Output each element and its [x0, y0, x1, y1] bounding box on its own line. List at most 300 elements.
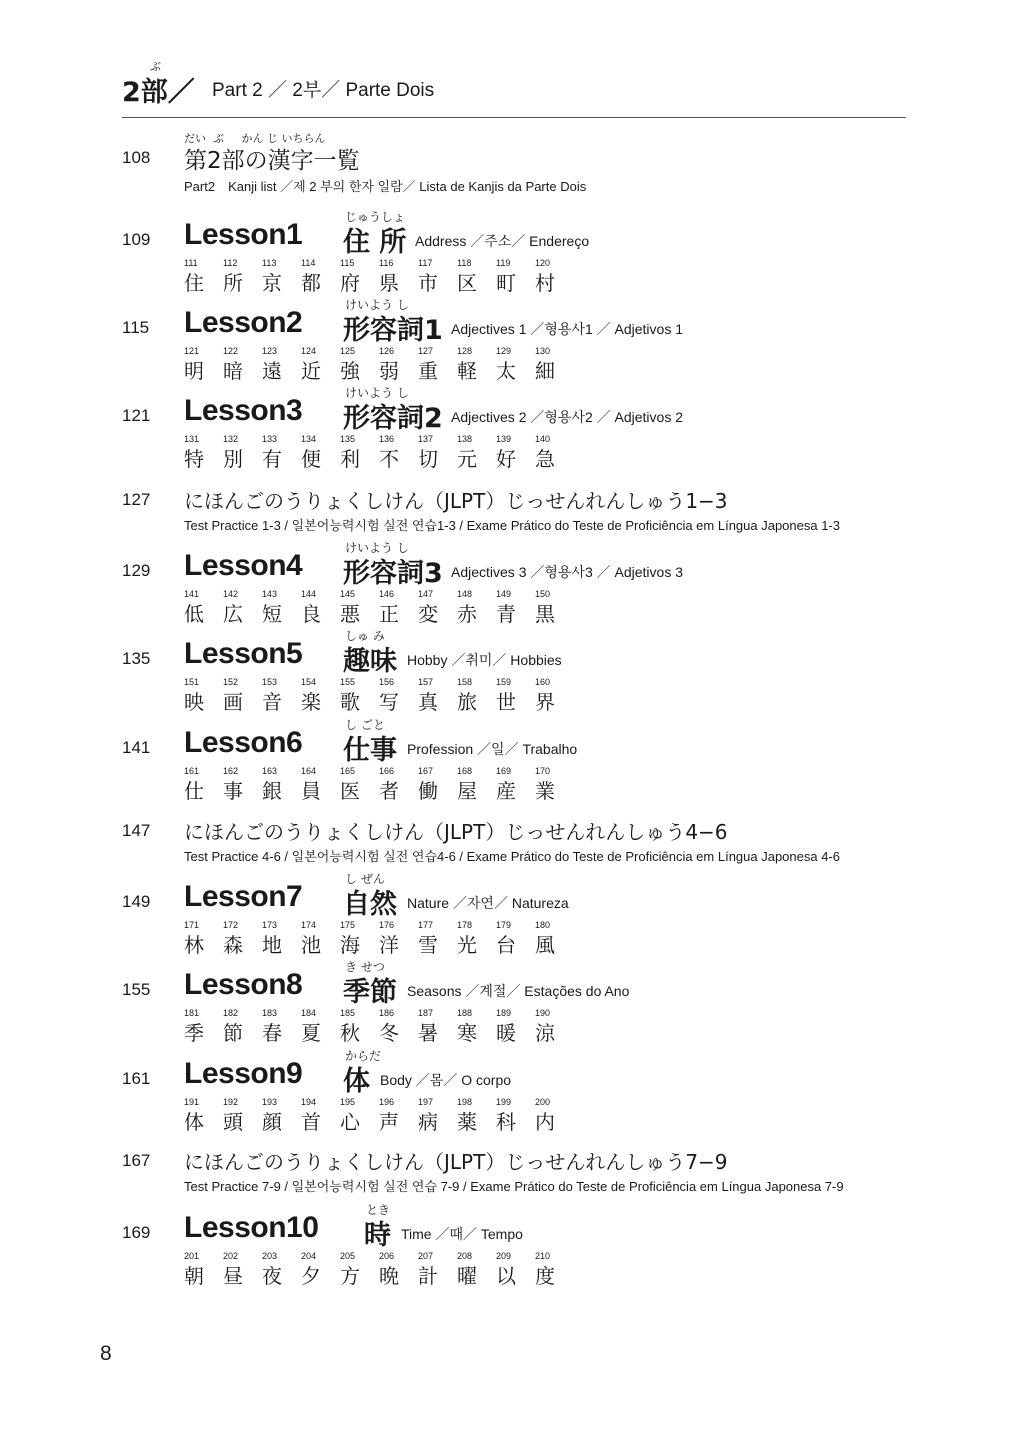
toc-entry-lesson: [0, 537, 1018, 626]
test-practice-title: にほんごのうりょくしけん（JLPT）じっせんれんしゅう4−6: [184, 820, 728, 844]
kanji-cell: [535, 766, 571, 806]
kanji-cell: [496, 589, 532, 629]
kanji-character: 以: [496, 1264, 516, 1288]
kanji-character: 村: [535, 271, 555, 295]
lesson-translation: Adjectives 3 ／형용사3 ／ Adjetivos 3: [451, 564, 683, 580]
kanji-row: [184, 589, 784, 629]
kanji-cell: [262, 258, 298, 298]
kanji-number: 182: [223, 1008, 239, 1018]
title-ruby: しゅ み: [345, 629, 385, 643]
kanji-number: 137: [418, 434, 434, 444]
page-header: [122, 58, 906, 120]
kanji-cell: [379, 766, 415, 806]
kanji-number: 154: [301, 677, 317, 687]
toc-entry-kanji-list: [0, 128, 1018, 194]
lesson-translation: Profession ／일／ Trabalho: [407, 741, 578, 757]
page-ref: 169: [122, 1223, 151, 1242]
kanji-number: 172: [223, 920, 239, 930]
lesson-translation: Nature ／자연／ Natureza: [407, 895, 569, 911]
kanji-cell: [340, 1251, 376, 1291]
kanji-cell: [496, 1097, 532, 1137]
title-ruby: じゅうしょ: [345, 210, 406, 224]
kanji-character: 真: [418, 690, 438, 714]
kanji-number: 178: [457, 920, 473, 930]
page-ref: 121: [122, 406, 151, 425]
kanji-cell: [379, 346, 415, 386]
kanji-number: 163: [262, 766, 278, 776]
kanji-cell: [418, 346, 454, 386]
kanji-cell: [340, 677, 376, 717]
toc-entry-lesson: [0, 1045, 1018, 1134]
lesson-translation: Adjectives 2 ／형용사2 ／ Adjetivos 2: [451, 409, 683, 425]
kanji-character: 昼: [223, 1264, 243, 1288]
kanji-cell: [418, 589, 454, 629]
kanji-number: 209: [496, 1251, 512, 1261]
kanji-cell: [418, 1008, 454, 1048]
kanji-cell: [223, 258, 259, 298]
kanji-cell: [496, 766, 532, 806]
kanji-cell: [535, 1097, 571, 1137]
kanji-character: 府: [340, 271, 360, 295]
kanji-character: 画: [223, 690, 243, 714]
kanji-cell: [184, 677, 220, 717]
lesson-label: Lesson4: [184, 549, 303, 582]
kanji-cell: [223, 1097, 259, 1137]
kanji-number: 122: [223, 346, 239, 356]
kanji-cell: [301, 920, 337, 960]
kanji-number: 139: [496, 434, 512, 444]
kanji-cell: [379, 677, 415, 717]
kanji-number: 175: [340, 920, 356, 930]
kanji-character: 音: [262, 690, 282, 714]
kanji-number: 151: [184, 677, 200, 687]
page-ref: 127: [122, 490, 151, 509]
kanji-character: 暖: [496, 1021, 516, 1045]
lesson-title: 自然: [343, 889, 397, 920]
kanji-character: 顔: [262, 1110, 282, 1134]
title-ruby: けいよう し: [345, 386, 409, 400]
header-ruby: ぶ: [150, 60, 161, 73]
page-ref: 108: [122, 148, 151, 167]
lesson-translation: Hobby ／취미／ Hobbies: [407, 652, 562, 668]
kanji-character: 員: [301, 779, 321, 803]
kanji-number: 120: [535, 258, 551, 268]
toc-entry-lesson: [0, 868, 1018, 957]
lesson-title: 季節: [343, 977, 397, 1008]
kanji-character: 明: [184, 359, 204, 383]
kanji-character: 重: [418, 359, 438, 383]
kanji-cell: [496, 920, 532, 960]
page-ref: 115: [122, 318, 150, 337]
kanji-number: 195: [340, 1097, 356, 1107]
kanji-number: 183: [262, 1008, 278, 1018]
page-ref: 167: [122, 1151, 151, 1170]
kanji-number: 204: [301, 1251, 317, 1261]
kanji-cell: [535, 1008, 571, 1048]
kanji-character: 遠: [262, 359, 282, 383]
kanji-number: 161: [184, 766, 200, 776]
kanji-character: 京: [262, 271, 282, 295]
kanji-cell: [496, 1008, 532, 1048]
page-ref: 129: [122, 561, 151, 580]
kanji-character: 映: [184, 690, 204, 714]
kanji-character: 世: [496, 690, 516, 714]
page-ref: 161: [122, 1069, 151, 1088]
kanji-character: 町: [496, 271, 516, 295]
kanji-character: 涼: [535, 1021, 555, 1045]
kanji-cell: [418, 258, 454, 298]
entry-title: 第2部の漢字一覧: [184, 148, 360, 174]
kanji-number: 177: [418, 920, 434, 930]
kanji-character: 所: [223, 271, 243, 295]
toc-entry-lesson: [0, 956, 1018, 1045]
kanji-character: 有: [262, 447, 282, 471]
kanji-cell: [301, 1008, 337, 1048]
kanji-number: 196: [379, 1097, 395, 1107]
kanji-number: 170: [535, 766, 551, 776]
lesson-label: Lesson1: [184, 218, 303, 251]
kanji-number: 189: [496, 1008, 512, 1018]
kanji-number: 171: [184, 920, 200, 930]
kanji-cell: [496, 677, 532, 717]
kanji-character: 度: [535, 1264, 555, 1288]
lesson-label: Lesson7: [184, 880, 303, 913]
kanji-number: 145: [340, 589, 356, 599]
test-practice-subtitle: Test Practice 7-9 / 일본어능력시험 실전 연습 7-9 / Exame Prático do Teste de Proficiência em Língua Japonesa 7-9: [184, 1179, 844, 1194]
lesson-title: 形容詞3: [343, 558, 443, 589]
kanji-number: 126: [379, 346, 395, 356]
kanji-character: 計: [418, 1264, 438, 1288]
kanji-character: 春: [262, 1021, 282, 1045]
kanji-cell: [184, 766, 220, 806]
kanji-number: 176: [379, 920, 395, 930]
page-ref: 149: [122, 892, 151, 911]
kanji-number: 162: [223, 766, 239, 776]
kanji-character: 秋: [340, 1021, 360, 1045]
kanji-cell: [184, 920, 220, 960]
kanji-character: 夏: [301, 1021, 321, 1045]
lesson-translation: Body ／몸／ O corpo: [380, 1072, 512, 1088]
kanji-cell: [262, 1008, 298, 1048]
kanji-cell: [457, 1008, 493, 1048]
lesson-label: Lesson3: [184, 394, 303, 427]
toc-entry-lesson: [0, 625, 1018, 714]
kanji-number: 179: [496, 920, 512, 930]
kanji-character: 広: [223, 602, 243, 626]
kanji-cell: [496, 1251, 532, 1291]
lesson-translation: Adjectives 1 ／형용사1 ／ Adjetivos 1: [451, 321, 683, 337]
kanji-cell: [496, 258, 532, 298]
kanji-character: 県: [379, 271, 399, 295]
kanji-character: 体: [184, 1110, 204, 1134]
kanji-character: 旅: [457, 690, 477, 714]
kanji-cell: [379, 258, 415, 298]
kanji-cell: [418, 434, 454, 474]
kanji-number: 116: [379, 258, 394, 268]
kanji-cell: [457, 677, 493, 717]
kanji-cell: [184, 589, 220, 629]
kanji-character: 働: [418, 779, 438, 803]
lesson-title: 形容詞1: [343, 315, 443, 346]
kanji-cell: [457, 766, 493, 806]
kanji-number: 150: [535, 589, 551, 599]
kanji-number: 132: [223, 434, 239, 444]
kanji-cell: [535, 677, 571, 717]
test-practice-title: にほんごのうりょくしけん（JLPT）じっせんれんしゅう1−3: [184, 489, 728, 513]
kanji-cell: [535, 346, 571, 386]
kanji-number: 121: [184, 346, 200, 356]
kanji-cell: [262, 346, 298, 386]
kanji-number: 140: [535, 434, 551, 444]
kanji-row: [184, 346, 784, 386]
test-practice-title: にほんごのうりょくしけん（JLPT）じっせんれんしゅう7−9: [184, 1150, 728, 1174]
kanji-row: [184, 1008, 784, 1048]
title-ruby: とき: [366, 1203, 391, 1217]
kanji-number: 205: [340, 1251, 356, 1261]
kanji-character: 暗: [223, 359, 243, 383]
toc-entry-lesson: [0, 714, 1018, 803]
kanji-cell: [223, 677, 259, 717]
kanji-cell: [340, 258, 376, 298]
lesson-label: Lesson6: [184, 726, 303, 759]
kanji-cell: [184, 1251, 220, 1291]
kanji-number: 201: [184, 1251, 200, 1261]
lesson-title: 形容詞2: [343, 403, 443, 434]
kanji-character: 悪: [340, 602, 360, 626]
kanji-number: 157: [418, 677, 434, 687]
lesson-label: Lesson2: [184, 306, 303, 339]
kanji-character: 元: [457, 447, 477, 471]
kanji-number: 167: [418, 766, 434, 776]
kanji-cell: [223, 346, 259, 386]
kanji-character: 暑: [418, 1021, 438, 1045]
kanji-row: [184, 258, 784, 298]
kanji-cell: [262, 589, 298, 629]
kanji-number: 168: [457, 766, 473, 776]
kanji-character: 声: [379, 1110, 399, 1134]
kanji-character: 都: [301, 271, 321, 295]
kanji-character: 夕: [301, 1264, 321, 1288]
lesson-translation: Time ／때／ Tempo: [401, 1226, 523, 1242]
kanji-character: 銀: [262, 779, 282, 803]
kanji-character: 晩: [379, 1264, 399, 1288]
kanji-number: 111: [184, 258, 198, 268]
kanji-character: 首: [301, 1110, 321, 1134]
toc-entry-test-practice: [0, 816, 1018, 876]
kanji-cell: [262, 766, 298, 806]
kanji-cell: [535, 920, 571, 960]
kanji-number: 192: [223, 1097, 239, 1107]
kanji-cell: [379, 1097, 415, 1137]
kanji-cell: [301, 1097, 337, 1137]
kanji-character: 寒: [457, 1021, 477, 1045]
kanji-character: 弱: [379, 359, 399, 383]
kanji-character: 台: [496, 933, 516, 957]
kanji-character: 仕: [184, 779, 204, 803]
kanji-character: 区: [457, 271, 477, 295]
kanji-character: 林: [184, 933, 204, 957]
kanji-number: 113: [262, 258, 277, 268]
title-ruby: し ぜん: [345, 872, 385, 886]
kanji-character: 夜: [262, 1264, 282, 1288]
kanji-character: 雪: [418, 933, 438, 957]
kanji-number: 149: [496, 589, 512, 599]
kanji-cell: [184, 258, 220, 298]
kanji-character: 楽: [301, 690, 321, 714]
kanji-number: 159: [496, 677, 512, 687]
kanji-number: 134: [301, 434, 317, 444]
kanji-number: 173: [262, 920, 278, 930]
title-ruby: けいよう し: [345, 541, 409, 555]
kanji-number: 165: [340, 766, 356, 776]
kanji-row: [184, 1097, 784, 1137]
kanji-cell: [340, 766, 376, 806]
kanji-character: 短: [262, 602, 282, 626]
kanji-character: 近: [301, 359, 321, 383]
kanji-cell: [184, 1097, 220, 1137]
kanji-number: 128: [457, 346, 473, 356]
kanji-number: 115: [340, 258, 355, 268]
kanji-character: 病: [418, 1110, 438, 1134]
toc-entry-lesson: [0, 382, 1018, 471]
kanji-character: 界: [535, 690, 555, 714]
kanji-number: 206: [379, 1251, 395, 1261]
kanji-cell: [340, 920, 376, 960]
kanji-cell: [535, 434, 571, 474]
kanji-number: 200: [535, 1097, 551, 1107]
kanji-cell: [301, 346, 337, 386]
lesson-title: 仕事: [343, 735, 397, 766]
kanji-number: 141: [184, 589, 200, 599]
kanji-character: 者: [379, 779, 399, 803]
toc-entry-lesson: [0, 1199, 1018, 1288]
kanji-cell: [418, 1097, 454, 1137]
kanji-number: 138: [457, 434, 473, 444]
kanji-cell: [379, 920, 415, 960]
kanji-cell: [262, 1251, 298, 1291]
kanji-character: 屋: [457, 779, 477, 803]
kanji-cell: [457, 1097, 493, 1137]
kanji-number: 133: [262, 434, 278, 444]
kanji-cell: [262, 434, 298, 474]
page-ref: 135: [122, 649, 151, 668]
kanji-character: 節: [223, 1021, 243, 1045]
kanji-number: 166: [379, 766, 395, 776]
page-ref: 147: [122, 821, 151, 840]
kanji-number: 146: [379, 589, 395, 599]
kanji-number: 186: [379, 1008, 395, 1018]
kanji-number: 156: [379, 677, 395, 687]
kanji-character: 池: [301, 933, 321, 957]
kanji-cell: [496, 434, 532, 474]
kanji-character: 正: [379, 602, 399, 626]
kanji-character: 便: [301, 447, 321, 471]
kanji-cell: [223, 766, 259, 806]
lesson-label: Lesson10: [184, 1211, 319, 1244]
kanji-row: [184, 434, 784, 474]
kanji-number: 153: [262, 677, 278, 687]
kanji-cell: [379, 1008, 415, 1048]
kanji-character: 強: [340, 359, 360, 383]
kanji-number: 188: [457, 1008, 473, 1018]
kanji-number: 193: [262, 1097, 278, 1107]
header-rule: [122, 117, 906, 118]
kanji-number: 164: [301, 766, 317, 776]
kanji-number: 199: [496, 1097, 512, 1107]
kanji-number: 155: [340, 677, 356, 687]
kanji-cell: [262, 1097, 298, 1137]
kanji-number: 190: [535, 1008, 551, 1018]
kanji-number: 198: [457, 1097, 473, 1107]
kanji-character: 冬: [379, 1021, 399, 1045]
kanji-number: 119: [496, 258, 511, 268]
kanji-character: 特: [184, 447, 204, 471]
kanji-cell: [457, 1251, 493, 1291]
kanji-cell: [262, 677, 298, 717]
kanji-character: 低: [184, 602, 204, 626]
kanji-number: 210: [535, 1251, 551, 1261]
kanji-cell: [223, 589, 259, 629]
entry-subtitle: Part2 Kanji list ／제 2 부의 한자 일람／ Lista de Kanjis da Parte Dois: [184, 179, 587, 194]
kanji-number: 169: [496, 766, 512, 776]
lesson-title: 時: [364, 1220, 391, 1251]
kanji-cell: [340, 346, 376, 386]
kanji-character: 写: [379, 690, 399, 714]
kanji-number: 125: [340, 346, 356, 356]
lesson-translation: Address ／주소／ Endereço: [415, 233, 590, 249]
page-ref: 141: [122, 738, 151, 757]
kanji-number: 112: [223, 258, 238, 268]
kanji-number: 202: [223, 1251, 239, 1261]
kanji-number: 158: [457, 677, 473, 687]
kanji-number: 203: [262, 1251, 278, 1261]
kanji-character: 頭: [223, 1110, 243, 1134]
kanji-cell: [418, 677, 454, 717]
kanji-number: 123: [262, 346, 278, 356]
kanji-character: 太: [496, 359, 516, 383]
kanji-cell: [457, 258, 493, 298]
kanji-cell: [418, 1251, 454, 1291]
kanji-cell: [457, 920, 493, 960]
kanji-cell: [223, 920, 259, 960]
kanji-character: 利: [340, 447, 360, 471]
kanji-character: 事: [223, 779, 243, 803]
title-ruby: し ごと: [345, 718, 385, 732]
kanji-cell: [379, 434, 415, 474]
kanji-number: 131: [184, 434, 200, 444]
title-ruby: からだ: [345, 1049, 382, 1063]
title-ruby: けいよう し: [345, 298, 409, 312]
kanji-cell: [340, 589, 376, 629]
kanji-cell: [223, 1008, 259, 1048]
kanji-character: 軽: [457, 359, 477, 383]
test-practice-subtitle: Test Practice 1-3 / 일본어능력시험 실전 연습1-3 / Exame Prático do Teste de Proficiência em Língua Japonesa 1-3: [184, 518, 841, 533]
kanji-row: [184, 677, 784, 717]
header-title: 2部／: [122, 77, 195, 108]
kanji-cell: [457, 434, 493, 474]
kanji-character: 地: [262, 933, 282, 957]
kanji-cell: [535, 258, 571, 298]
kanji-number: 124: [301, 346, 317, 356]
kanji-cell: [340, 1097, 376, 1137]
kanji-cell: [301, 589, 337, 629]
kanji-cell: [301, 766, 337, 806]
lesson-title: 趣味: [343, 646, 397, 677]
kanji-character: 産: [496, 779, 516, 803]
kanji-cell: [301, 677, 337, 717]
kanji-character: 別: [223, 447, 243, 471]
kanji-number: 135: [340, 434, 356, 444]
